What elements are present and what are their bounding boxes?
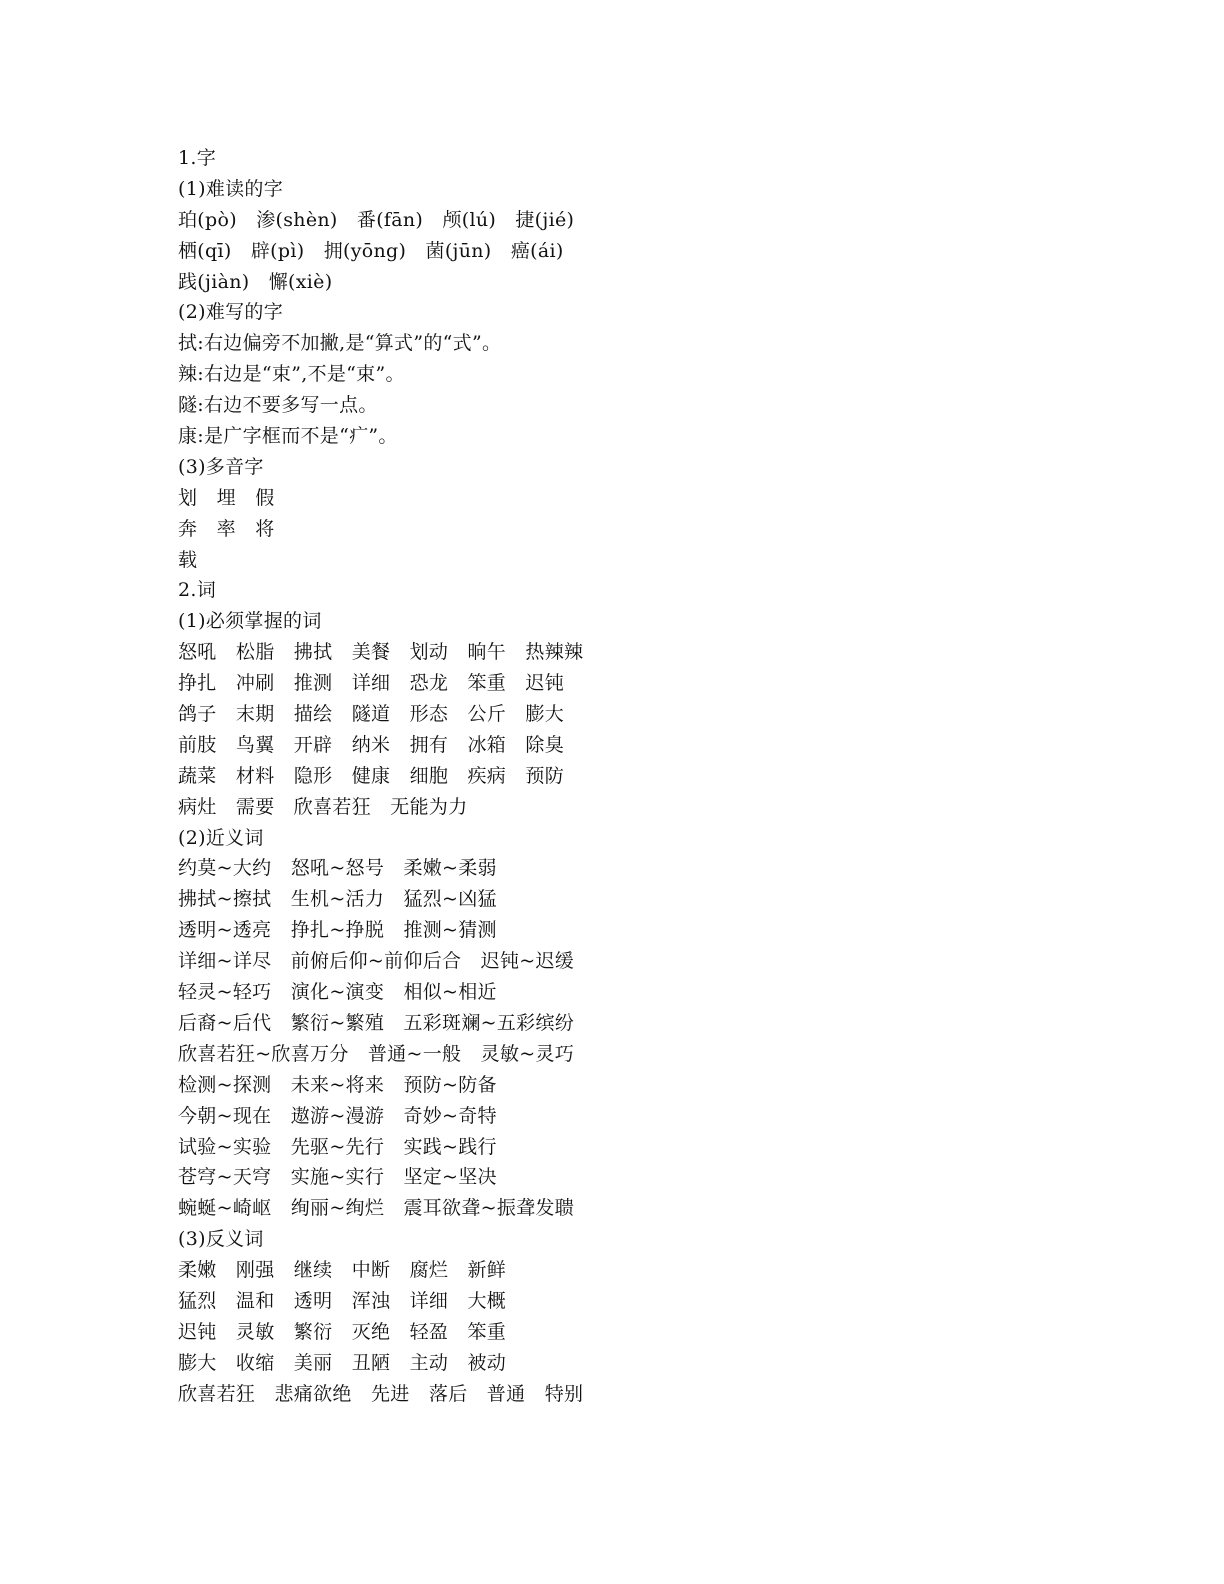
text-line: 拂拭~擦拭 生机~活力 猛烈~凶猛 xyxy=(178,888,497,911)
subheading-polyphonic: (3)多音字 xyxy=(178,455,264,478)
subheading-hard-to-read: (1)难读的字 xyxy=(178,177,284,200)
text-line: 划 埋 假 xyxy=(178,486,275,509)
section-heading-characters: 1.字 xyxy=(178,147,217,169)
text-line: 载 xyxy=(178,548,198,571)
text-line: 后裔~后代 繁衍~繁殖 五彩斑斓~五彩缤纷 xyxy=(178,1011,575,1034)
text-line: 苍穹~天穹 实施~实行 坚定~坚决 xyxy=(178,1166,497,1189)
text-line: 病灶 需要 欣喜若狂 无能为力 xyxy=(178,795,468,818)
subheading-must-master: (1)必须掌握的词 xyxy=(178,610,322,633)
text-line: 挣扎 冲刷 推测 详细 恐龙 笨重 迟钝 xyxy=(178,672,565,695)
text-line: 蜿蜒~崎岖 绚丽~绚烂 震耳欲聋~振聋发聩 xyxy=(178,1197,575,1220)
text-line: 珀(pò) 渗(shèn) 番(fān) 颅(lú) 捷(jié) xyxy=(178,208,575,231)
text-line: 迟钝 灵敏 繁衍 灭绝 轻盈 笨重 xyxy=(178,1320,507,1343)
text-line: 轻灵~轻巧 演化~演变 相似~相近 xyxy=(178,981,497,1004)
text-line: 隧:右边不要多写一点。 xyxy=(178,394,378,417)
text-line: 辣:右边是“束”,不是“束”。 xyxy=(178,363,405,386)
subheading-synonyms: (2)近义词 xyxy=(178,826,264,849)
text-line: 检测~探测 未来~将来 预防~防备 xyxy=(178,1073,497,1096)
text-line: 试验~实验 先驱~先行 实践~践行 xyxy=(178,1135,497,1158)
text-line: 欣喜若狂 悲痛欲绝 先进 落后 普通 特别 xyxy=(178,1382,584,1405)
text-line: 栖(qī) 辟(pì) 拥(yōng) 菌(jūn) 癌(ái) xyxy=(178,239,564,262)
text-line: 透明~透亮 挣扎~挣脱 推测~猜测 xyxy=(178,919,497,942)
subheading-hard-to-write: (2)难写的字 xyxy=(178,301,284,324)
text-line: 猛烈 温和 透明 浑浊 详细 大概 xyxy=(178,1289,507,1312)
section-heading-words: 2.词 xyxy=(178,579,217,602)
document-body xyxy=(178,143,1078,1410)
text-line: 拭:右边偏旁不加撇,是“算式”的“式”。 xyxy=(178,332,502,355)
text-line: 奔 率 将 xyxy=(178,517,275,540)
text-line: 今朝~现在 遨游~漫游 奇妙~奇特 xyxy=(178,1104,497,1127)
text-line: 践(jiàn) 懈(xiè) xyxy=(178,270,333,293)
subheading-antonyms: (3)反义词 xyxy=(178,1228,264,1251)
text-line: 前肢 鸟翼 开辟 纳米 拥有 冰箱 除臭 xyxy=(178,733,565,756)
text-line: 约莫~大约 怒吼~怒号 柔嫩~柔弱 xyxy=(178,857,497,880)
text-line: 柔嫩 刚强 继续 中断 腐烂 新鲜 xyxy=(178,1259,507,1282)
text-line: 怒吼 松脂 拂拭 美餐 划动 晌午 热辣辣 xyxy=(178,641,584,664)
text-line: 鸽子 末期 描绘 隧道 形态 公斤 膨大 xyxy=(178,703,565,726)
text-line: 康:是广字框而不是“疒”。 xyxy=(178,425,398,448)
text-line: 详细~详尽 前俯后仰~前仰后合 迟钝~迟缓 xyxy=(178,950,575,973)
text-line: 欣喜若狂~欣喜万分 普通~一般 灵敏~灵巧 xyxy=(178,1042,575,1065)
text-line: 膨大 收缩 美丽 丑陋 主动 被动 xyxy=(178,1351,507,1374)
text-line: 蔬菜 材料 隐形 健康 细胞 疾病 预防 xyxy=(178,764,565,787)
